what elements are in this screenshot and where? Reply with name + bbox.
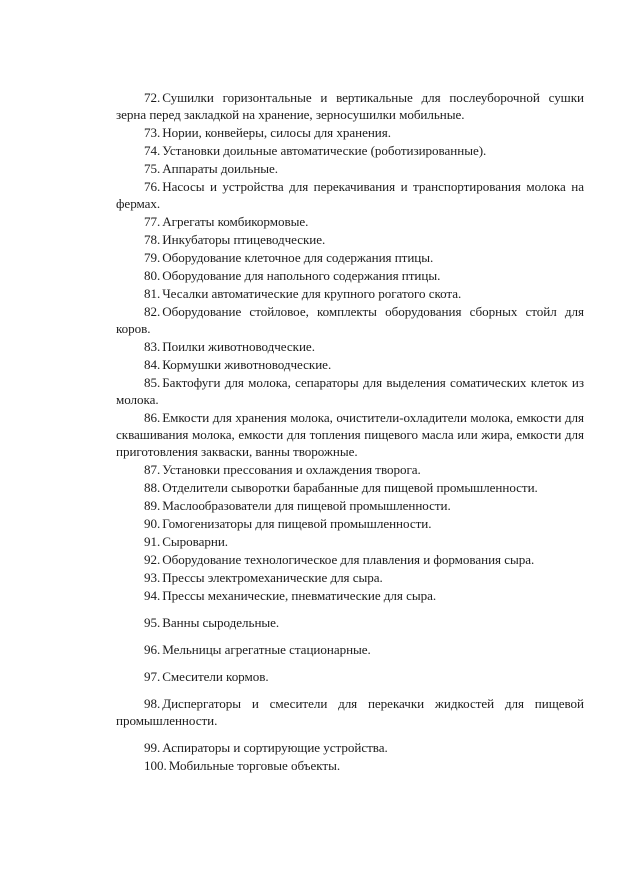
item-text: Оборудование стойловое, комплекты оборудования сборных стойл для коров.	[116, 304, 584, 336]
item-text: Мельницы агрегатные стационарные.	[162, 642, 371, 657]
item-number: 85.	[144, 375, 161, 390]
list-item	[116, 374, 584, 408]
list-item	[116, 461, 584, 478]
item-number: 92.	[144, 552, 161, 567]
item-text: Насосы и устройства для перекачивания и транспортирования молока на фермах.	[116, 179, 584, 211]
list-item	[116, 515, 584, 532]
item-text: Ванны сыродельные.	[162, 615, 280, 630]
item-number: 89.	[144, 498, 161, 513]
list-item	[116, 213, 584, 230]
item-text: Прессы электромеханические для сыра.	[162, 570, 383, 585]
item-text: Чесалки автоматические для крупного рогатого скота.	[162, 286, 462, 301]
list-item	[116, 533, 584, 550]
item-number: 75.	[144, 161, 161, 176]
item-text: Оборудование клеточное для содержания птицы.	[162, 250, 434, 265]
list-item	[116, 757, 584, 774]
item-number: 77.	[144, 214, 161, 229]
item-text: Инкубаторы птицеводческие.	[162, 232, 326, 247]
list-item	[116, 739, 584, 756]
list-item	[116, 641, 584, 658]
list-item	[116, 569, 584, 586]
item-text: Установки прессования и охлаждения творога.	[162, 462, 421, 477]
list-item	[116, 267, 584, 284]
list-item	[116, 231, 584, 248]
item-number: 83.	[144, 339, 161, 354]
item-text: Оборудование для напольного содержания птицы.	[162, 268, 441, 283]
item-number: 80.	[144, 268, 161, 283]
item-text: Сушилки горизонтальные и вертикальные для послеуборочной сушки зерна перед закладкой на хранение, зерносушилки мобильные.	[116, 90, 584, 122]
list-item	[116, 160, 584, 177]
item-number: 76.	[144, 179, 161, 194]
list-item	[116, 551, 584, 568]
list-item	[116, 409, 584, 460]
item-number: 99.	[144, 740, 161, 755]
item-number: 100.	[144, 758, 167, 773]
item-text: Нории, конвейеры, силосы для хранения.	[162, 125, 391, 140]
item-text: Бактофуги для молока, сепараторы для выделения соматических клеток из молока.	[116, 375, 584, 407]
item-number: 91.	[144, 534, 161, 549]
item-number: 95.	[144, 615, 161, 630]
list-item	[116, 695, 584, 729]
list-item	[116, 668, 584, 685]
list-item	[116, 614, 584, 631]
item-number: 82.	[144, 304, 161, 319]
item-number: 97.	[144, 669, 161, 684]
item-number: 90.	[144, 516, 161, 531]
item-text: Аппараты доильные.	[162, 161, 279, 176]
item-number: 88.	[144, 480, 161, 495]
item-number: 98.	[144, 696, 161, 711]
item-number: 73.	[144, 125, 161, 140]
item-text: Установки доильные автоматические (роботизированные).	[162, 143, 487, 158]
item-text: Мобильные торговые объекты.	[168, 758, 341, 773]
item-number: 74.	[144, 143, 161, 158]
item-text: Гомогенизаторы для пищевой промышленности.	[162, 516, 432, 531]
item-text: Поилки животноводческие.	[162, 339, 315, 354]
item-number: 81.	[144, 286, 161, 301]
item-number: 94.	[144, 588, 161, 603]
item-text: Смесители кормов.	[162, 669, 269, 684]
item-text: Аспираторы и сортирующие устройства.	[162, 740, 388, 755]
list-item	[116, 124, 584, 141]
item-text: Оборудование технологическое для плавления и формования сыра.	[162, 552, 535, 567]
item-text: Маслообразователи для пищевой промышленности.	[162, 498, 451, 513]
item-text: Сыроварни.	[162, 534, 228, 549]
item-text: Емкости для хранения молока, очистители-охладители молока, емкости для сквашивания молока, емкости для топления пищевого масла или жира, емкости для приготовления закваски, ванны творожные.	[116, 410, 584, 459]
list-item	[116, 178, 584, 212]
item-text: Кормушки животноводческие.	[162, 357, 332, 372]
item-number: 87.	[144, 462, 161, 477]
list-item	[116, 356, 584, 373]
list-item	[116, 479, 584, 496]
list-item	[116, 303, 584, 337]
list-item	[116, 249, 584, 266]
item-number: 72.	[144, 90, 161, 105]
list-item	[116, 338, 584, 355]
item-number: 93.	[144, 570, 161, 585]
item-text: Диспергаторы и смесители для перекачки жидкостей для пищевой промышленности.	[116, 696, 584, 728]
list-item	[116, 89, 584, 123]
item-number: 84.	[144, 357, 161, 372]
item-number: 96.	[144, 642, 161, 657]
item-number: 78.	[144, 232, 161, 247]
item-number: 86.	[144, 410, 161, 425]
equipment-list	[116, 89, 584, 774]
list-item	[116, 285, 584, 302]
list-item	[116, 587, 584, 604]
item-text: Отделители сыворотки барабанные для пищевой промышленности.	[162, 480, 538, 495]
item-text: Прессы механические, пневматические для сыра.	[162, 588, 437, 603]
item-text: Агрегаты комбикормовые.	[162, 214, 309, 229]
list-item	[116, 142, 584, 159]
list-item	[116, 497, 584, 514]
item-number: 79.	[144, 250, 161, 265]
